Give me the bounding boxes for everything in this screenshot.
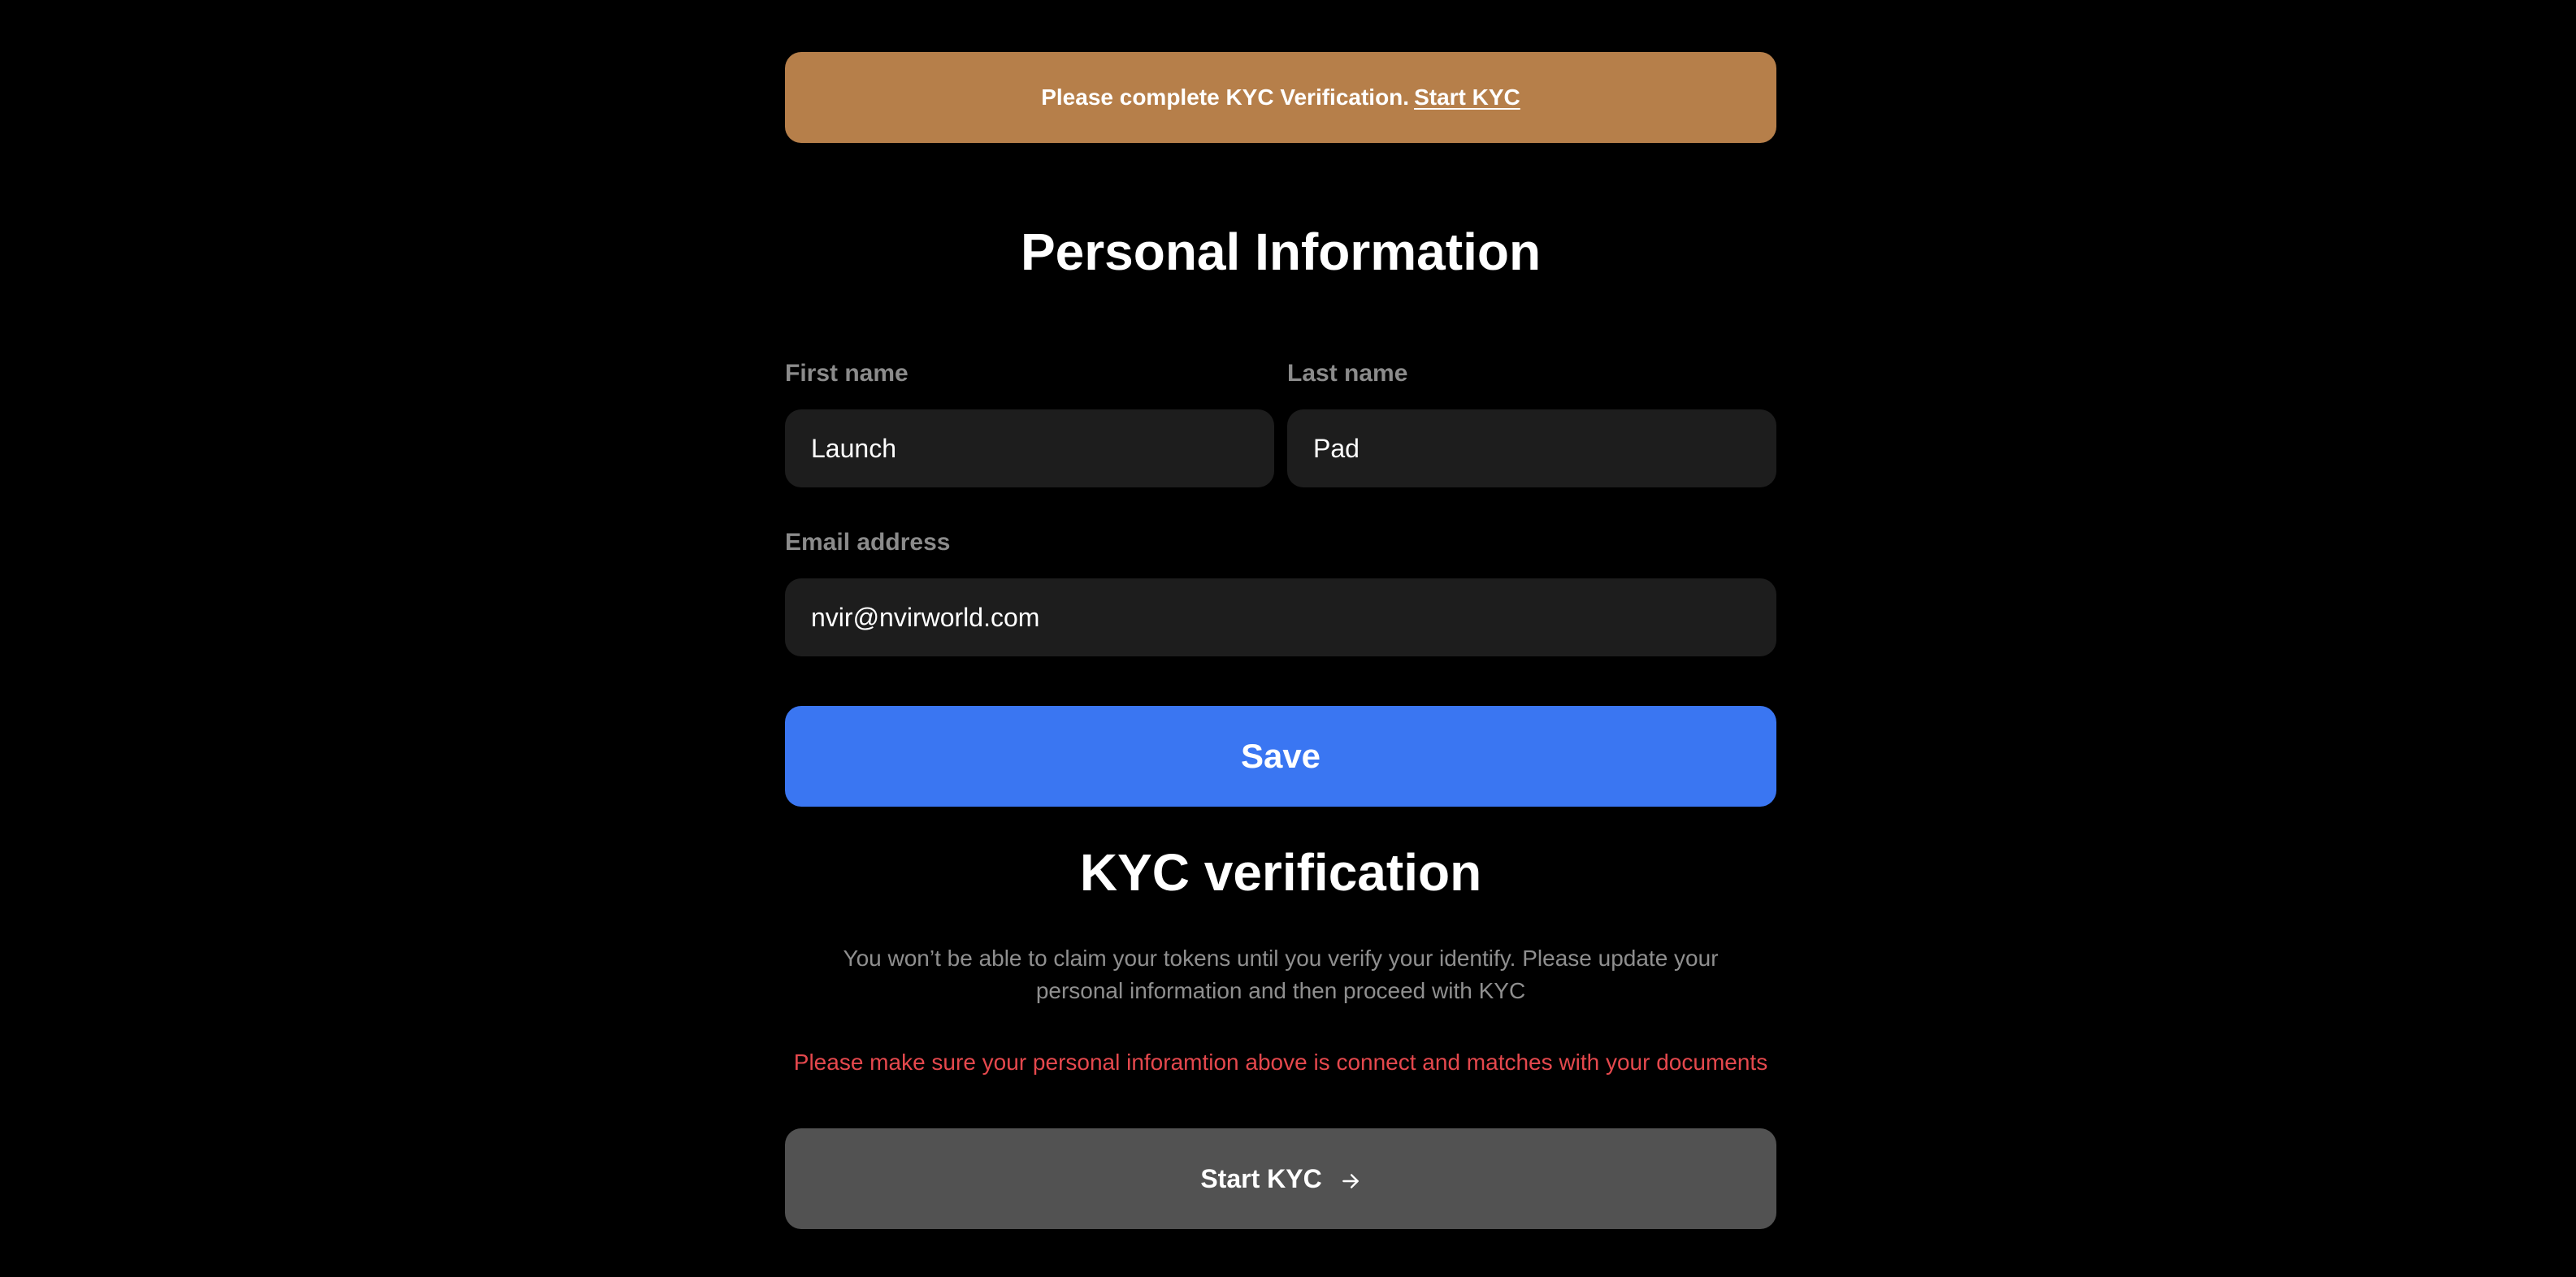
first-name-label: First name [785,360,909,387]
kyc-warning: Please make sure your personal inforamtion above is connect and matches with your documents [793,1050,1768,1075]
save-button[interactable]: Save [785,706,1776,807]
banner-start-kyc-link[interactable]: Start KYC [1414,84,1520,110]
last-name-label: Last name [1287,360,1408,387]
email-input[interactable] [785,578,1776,656]
personal-information-title: Personal Information [1020,223,1542,281]
start-kyc-button-label: Start KYC [1200,1163,1322,1193]
banner-message: Please complete KYC Verification. [1041,84,1410,110]
kyc-description: You won’t be able to claim your tokens until you verify your identify. Please update your personal information and then proceed with KYC [843,946,1719,1003]
first-name-input[interactable] [785,409,1274,487]
kyc-verification-title: KYC verification [1079,843,1482,902]
kyc-banner [785,52,1776,143]
content-column [785,52,1776,1193]
last-name-input[interactable] [1287,409,1776,487]
email-label: Email address [785,529,951,556]
start-kyc-button[interactable] [785,1128,1776,1229]
arrow-right-icon [1340,1168,1361,1189]
